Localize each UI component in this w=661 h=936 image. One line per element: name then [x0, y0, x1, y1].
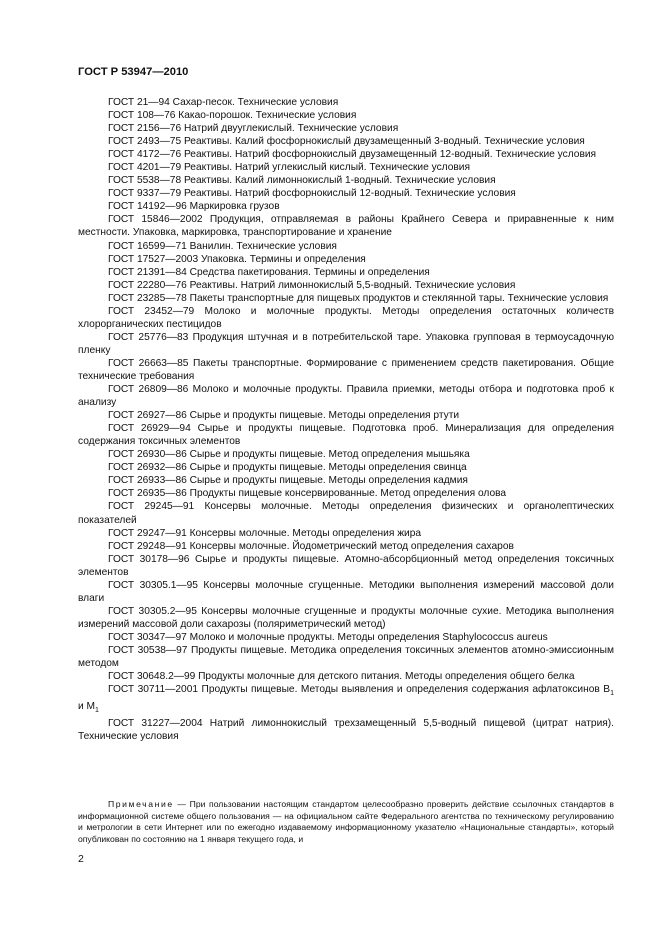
reference-item: ГОСТ 21391—84 Средства пакетирования. Термины и определения: [108, 266, 430, 278]
note-label: Примечание: [108, 799, 174, 809]
reference-item: ГОСТ 5538—78 Реактивы. Калий лимоннокислый 1-водный. Технические условия: [108, 175, 496, 187]
reference-item: ГОСТ 26927—86 Сырье и продукты пищевые. Методы определения ртути: [108, 410, 460, 422]
reference-item: ГОСТ 26930—86 Сырье и продукты пищевые. Метод определения мышьяка: [108, 449, 470, 461]
reference-item: ГОСТ 23452—79 Молоко и молочные продукты. Методы определения остаточных количеств хлорорганических пестицидов: [78, 305, 614, 330]
reference-text: ГОСТ 30711—2001 Продукты пищевые. Методы выявления и определения содержания афлатоксинов B: [108, 684, 611, 696]
reference-item: ГОСТ 21—94 Сахар-песок. Технические условия: [108, 97, 339, 108]
reference-item: ГОСТ 29248—91 Консервы молочные. Йодометрический метод определения сахаров: [108, 540, 514, 552]
reference-text-continued: и M: [78, 701, 96, 713]
reference-item: ГОСТ 31227—2004 Натрий лимоннокислый трехзамещенный 5,5-водный пищевой (цитрат натрия). Технические условия: [78, 718, 614, 743]
reference-item: ГОСТ 26933—86 Сырье и продукты пищевые. Методы определения кадмия: [108, 475, 468, 487]
reference-item: ГОСТ 30648.2—99 Продукты молочные для детского питания. Методы определения общего белка: [108, 671, 575, 683]
reference-item: ГОСТ 26929—94 Сырье и продукты пищевые. Подготовка проб. Минерализация для определения содержания токсичных элементов: [78, 423, 614, 448]
reference-item: ГОСТ 15846—2002 Продукция, отправляемая в районы Крайнего Севера и приравненные к ним местности. Упаковка, маркировка, транспортирование и хранение: [78, 214, 614, 239]
reference-item: ГОСТ 2493—75 Реактивы. Калий фосфорнокислый двузамещенный 3-водный. Технические условия: [108, 136, 585, 148]
reference-item: ГОСТ 2156—76 Натрий двууглекислый. Технические условия: [108, 123, 399, 135]
reference-item: ГОСТ 30305.1—95 Консервы молочные сгущенные. Методики выполнения измерений массовой доли влаги: [78, 579, 614, 604]
reference-item: ГОСТ 30305.2—95 Консервы молочные сгущенные и продукты молочные сухие. Методика выполнения измерений массовой доли сахарозы (поляриметрический метод): [78, 605, 614, 630]
reference-item: ГОСТ 17527—2003 Упаковка. Термины и определения: [108, 253, 366, 265]
reference-item-aflatoxins: [78, 683, 614, 717]
reference-item: ГОСТ 26663—85 Пакеты транспортные. Формирование с применением средств пакетирования. Общие технические требования: [78, 357, 614, 382]
reference-item: ГОСТ 26935—86 Продукты пищевые консервированные. Метод определения олова: [108, 488, 507, 500]
note-text: — При пользовании настоящим стандартом целесообразно проверить действие ссылочных стандартов в информационной системе общего пользования — на официальном сайте Федерального агентства по техническому регулированию и метрологии в сети Интернет или по ежегодно издаваемому информационному указателю «Национальные стандарты», который опубликован по состоянию на 1 января текущего года, и: [78, 799, 614, 844]
reference-item: ГОСТ 25776—83 Продукция штучная и в потребительской таре. Упаковка групповая в термоусадочную пленку: [78, 331, 614, 356]
reference-item: ГОСТ 26932—86 Сырье и продукты пищевые. Методы определения свинца: [108, 462, 467, 474]
page-header: ГОСТ Р 53947—2010: [78, 66, 189, 78]
reference-item: ГОСТ 29245—91 Консервы молочные. Методы определения физических и органолептических показателей: [78, 501, 614, 526]
reference-item: ГОСТ 30538—97 Продукты пищевые. Методика определения токсичных элементов атомно-эмиссионным методом: [78, 644, 614, 670]
page-number: 2: [78, 853, 84, 865]
reference-item: ГОСТ 16599—71 Ванилин. Технические условия: [108, 240, 337, 252]
reference-item: ГОСТ 14192—96 Маркировка грузов: [108, 201, 280, 213]
subscript: 1: [95, 707, 99, 715]
reference-item: ГОСТ 9337—79 Реактивы. Натрий фосфорнокислый 12-водный. Технические условия: [108, 188, 516, 200]
note-paragraph: [78, 799, 614, 845]
reference-item: ГОСТ 30347—97 Молоко и молочные продукты. Методы определения Staphylococcus aureus: [108, 631, 548, 643]
subscript: 1: [610, 690, 614, 698]
reference-item: ГОСТ 26809—86 Молоко и молочные продукты. Правила приемки, методы отбора и подготовка проб к анализу: [78, 384, 614, 409]
reference-item: ГОСТ 30178—96 Сырье и продукты пищевые. Атомно-абсорбционный метод определения токсичных элементов: [78, 553, 614, 578]
reference-item: ГОСТ 4201—79 Реактивы. Натрий углекислый кислый. Технические условия: [108, 162, 471, 174]
reference-item: ГОСТ 108—76 Какао-порошок. Технические условия: [108, 110, 357, 122]
normative-references-list: [78, 96, 614, 743]
reference-item: ГОСТ 4172—76 Реактивы. Натрий фосфорнокислый двузамещенный 12-водный. Технические условия: [108, 149, 597, 161]
reference-item: ГОСТ 22280—76 Реактивы. Натрий лимоннокислый 5,5-водный. Технические условия: [108, 279, 516, 291]
reference-item: ГОСТ 23285—78 Пакеты транспортные для пищевых продуктов и стеклянной тары. Технические условия: [108, 292, 609, 304]
reference-item: ГОСТ 29247—91 Консервы молочные. Методы определения жира: [108, 527, 422, 539]
